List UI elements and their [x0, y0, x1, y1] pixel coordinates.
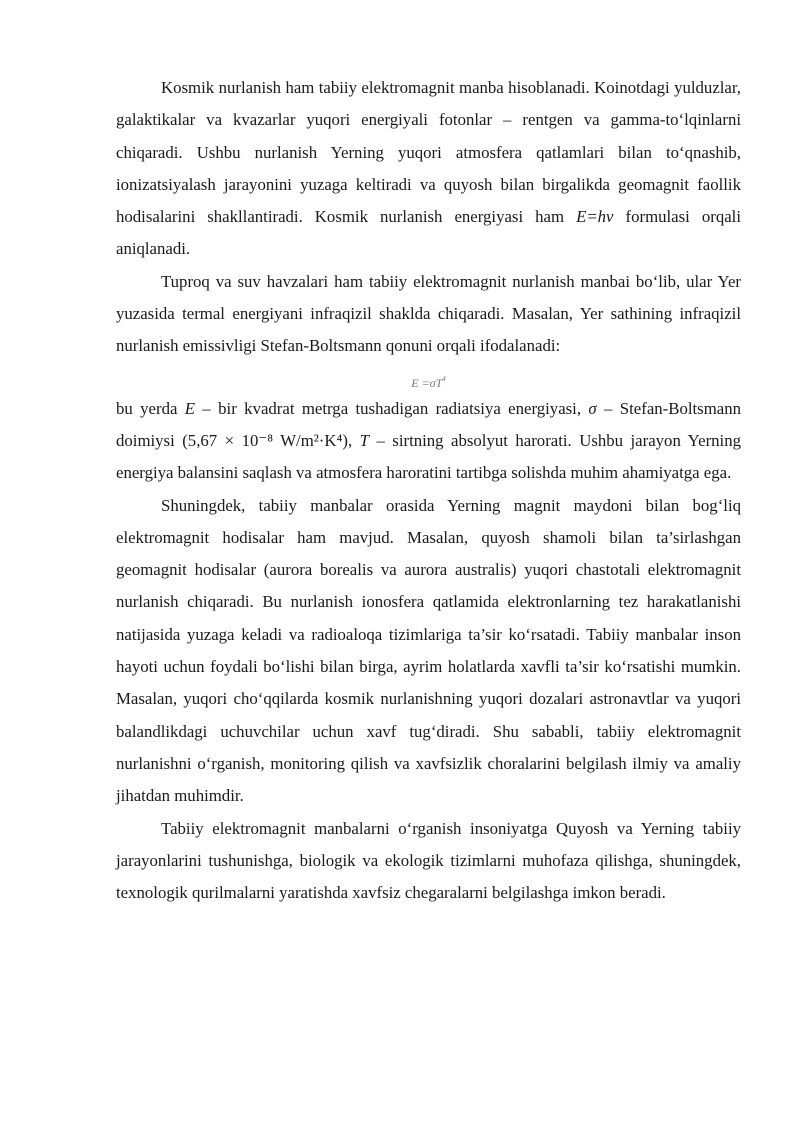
paragraph-conclusion: Tabiiy elektromagnit manbalarni o‘rganish insoniyatga Quyosh va Yerning tabiiy jarayonlarini tushunishga, biologik va ekologik tizimlarni muhofaza qilishga, shuningdek, texnologik qurilmalarni yaratishda xavfsiz chegaralarni belgilashga imkon beradi. [116, 818, 741, 903]
paragraph-text: bu yerda [116, 398, 185, 418]
formula-base: E =σT [411, 375, 443, 390]
paragraph-soil-water: Tuproq va suv havzalari ham tabiiy elektromagnit nurlanish manbai bo‘lib, ular Yer yuzasida termal energiyani infraqizil shaklda chiqaradi. Masalan, Yer sathining infraqizil nurlanish emissivligi Stefan-Boltsmann qonuni orqali ifodalanadi: [116, 271, 741, 356]
paragraph-text: – bir kvadrat metrga tushadigan radiatsiya energiyasi, [195, 398, 589, 418]
paragraph-magnetic-field: Shuningdek, tabiiy manbalar orasida Yerning magnit maydoni bilan bog‘liq elektromagnit hodisalar ham mavjud. Masalan, quyosh shamoli bilan ta’sirlashgan geomagnit hodisalar (aurora borealis va aurora australis) yuqori chastotali elektromagnit nurlanish chiqaradi. Bu nurlanish ionosfera qatlamida elektronlarning tez harakatlanishi natijasida yuzaga keladi va radioaloqa tizimlariga ta’sir ko‘rsatadi. Tabiiy manbalar inson hayoti uchun foydali bo‘lishi bilan birga, ayrim holatlarda xavfli ta’sir ko‘rsatishi mumkin. Masalan, yuqori cho‘qqilarda kosmik nurlanishning yuqori dozalari astronavtlar va yuqori balandlikdagi uchuvchilar uchun xavf tug‘diradi. Shu sababli, tabiiy elektromagnit nurlanishni o‘rganish, monitoring qilish va xavfsizlik choralarini belgilash ilmiy va amaliy jihatdan muhimdir. [116, 495, 741, 806]
inline-formula: E=hv [576, 207, 614, 227]
variable-sigma: σ [588, 398, 597, 418]
paragraph-text: Kosmik nurlanish ham tabiiy elektromagnit manba hisoblanadi. Koinotdagi yulduzlar, galaktikalar va kvazarlar yuqori energiyali fotonlar – rentgen va gamma-to‘lqinlarni chiqaradi. Ushbu nurlanish Yerning yuqori atmosfera qatlamlari bilan to‘qnashib, ionizatsiyalash jarayonini yuzaga keltiradi va quyosh bilan birgalikda geomagnit faollik hodisalarini shakllantiradi. Kosmik nurlanish energiyasi ham [116, 78, 741, 227]
paragraph-text: – Stefan-Boltsmann doimiysi (5,67 × 10⁻⁸ W/m²·K⁴), [116, 398, 741, 450]
variable-e: E [184, 398, 196, 418]
paragraph-variables [116, 393, 741, 490]
paragraph-cosmic-radiation [116, 72, 741, 266]
variable-t: T [359, 430, 369, 450]
paragraph-text: formulasi orqali aniqlanadi. [116, 207, 741, 259]
stefan-boltzmann-formula [116, 367, 741, 391]
document-page [116, 72, 741, 909]
formula-exponent: 4 [442, 374, 446, 383]
paragraph-text: – sirtning absolyut harorati. Ushbu jarayon Yerning energiya balansini saqlash va atmosfera haroratini tartibga solishda muhim ahamiyatga ega. [116, 430, 741, 483]
